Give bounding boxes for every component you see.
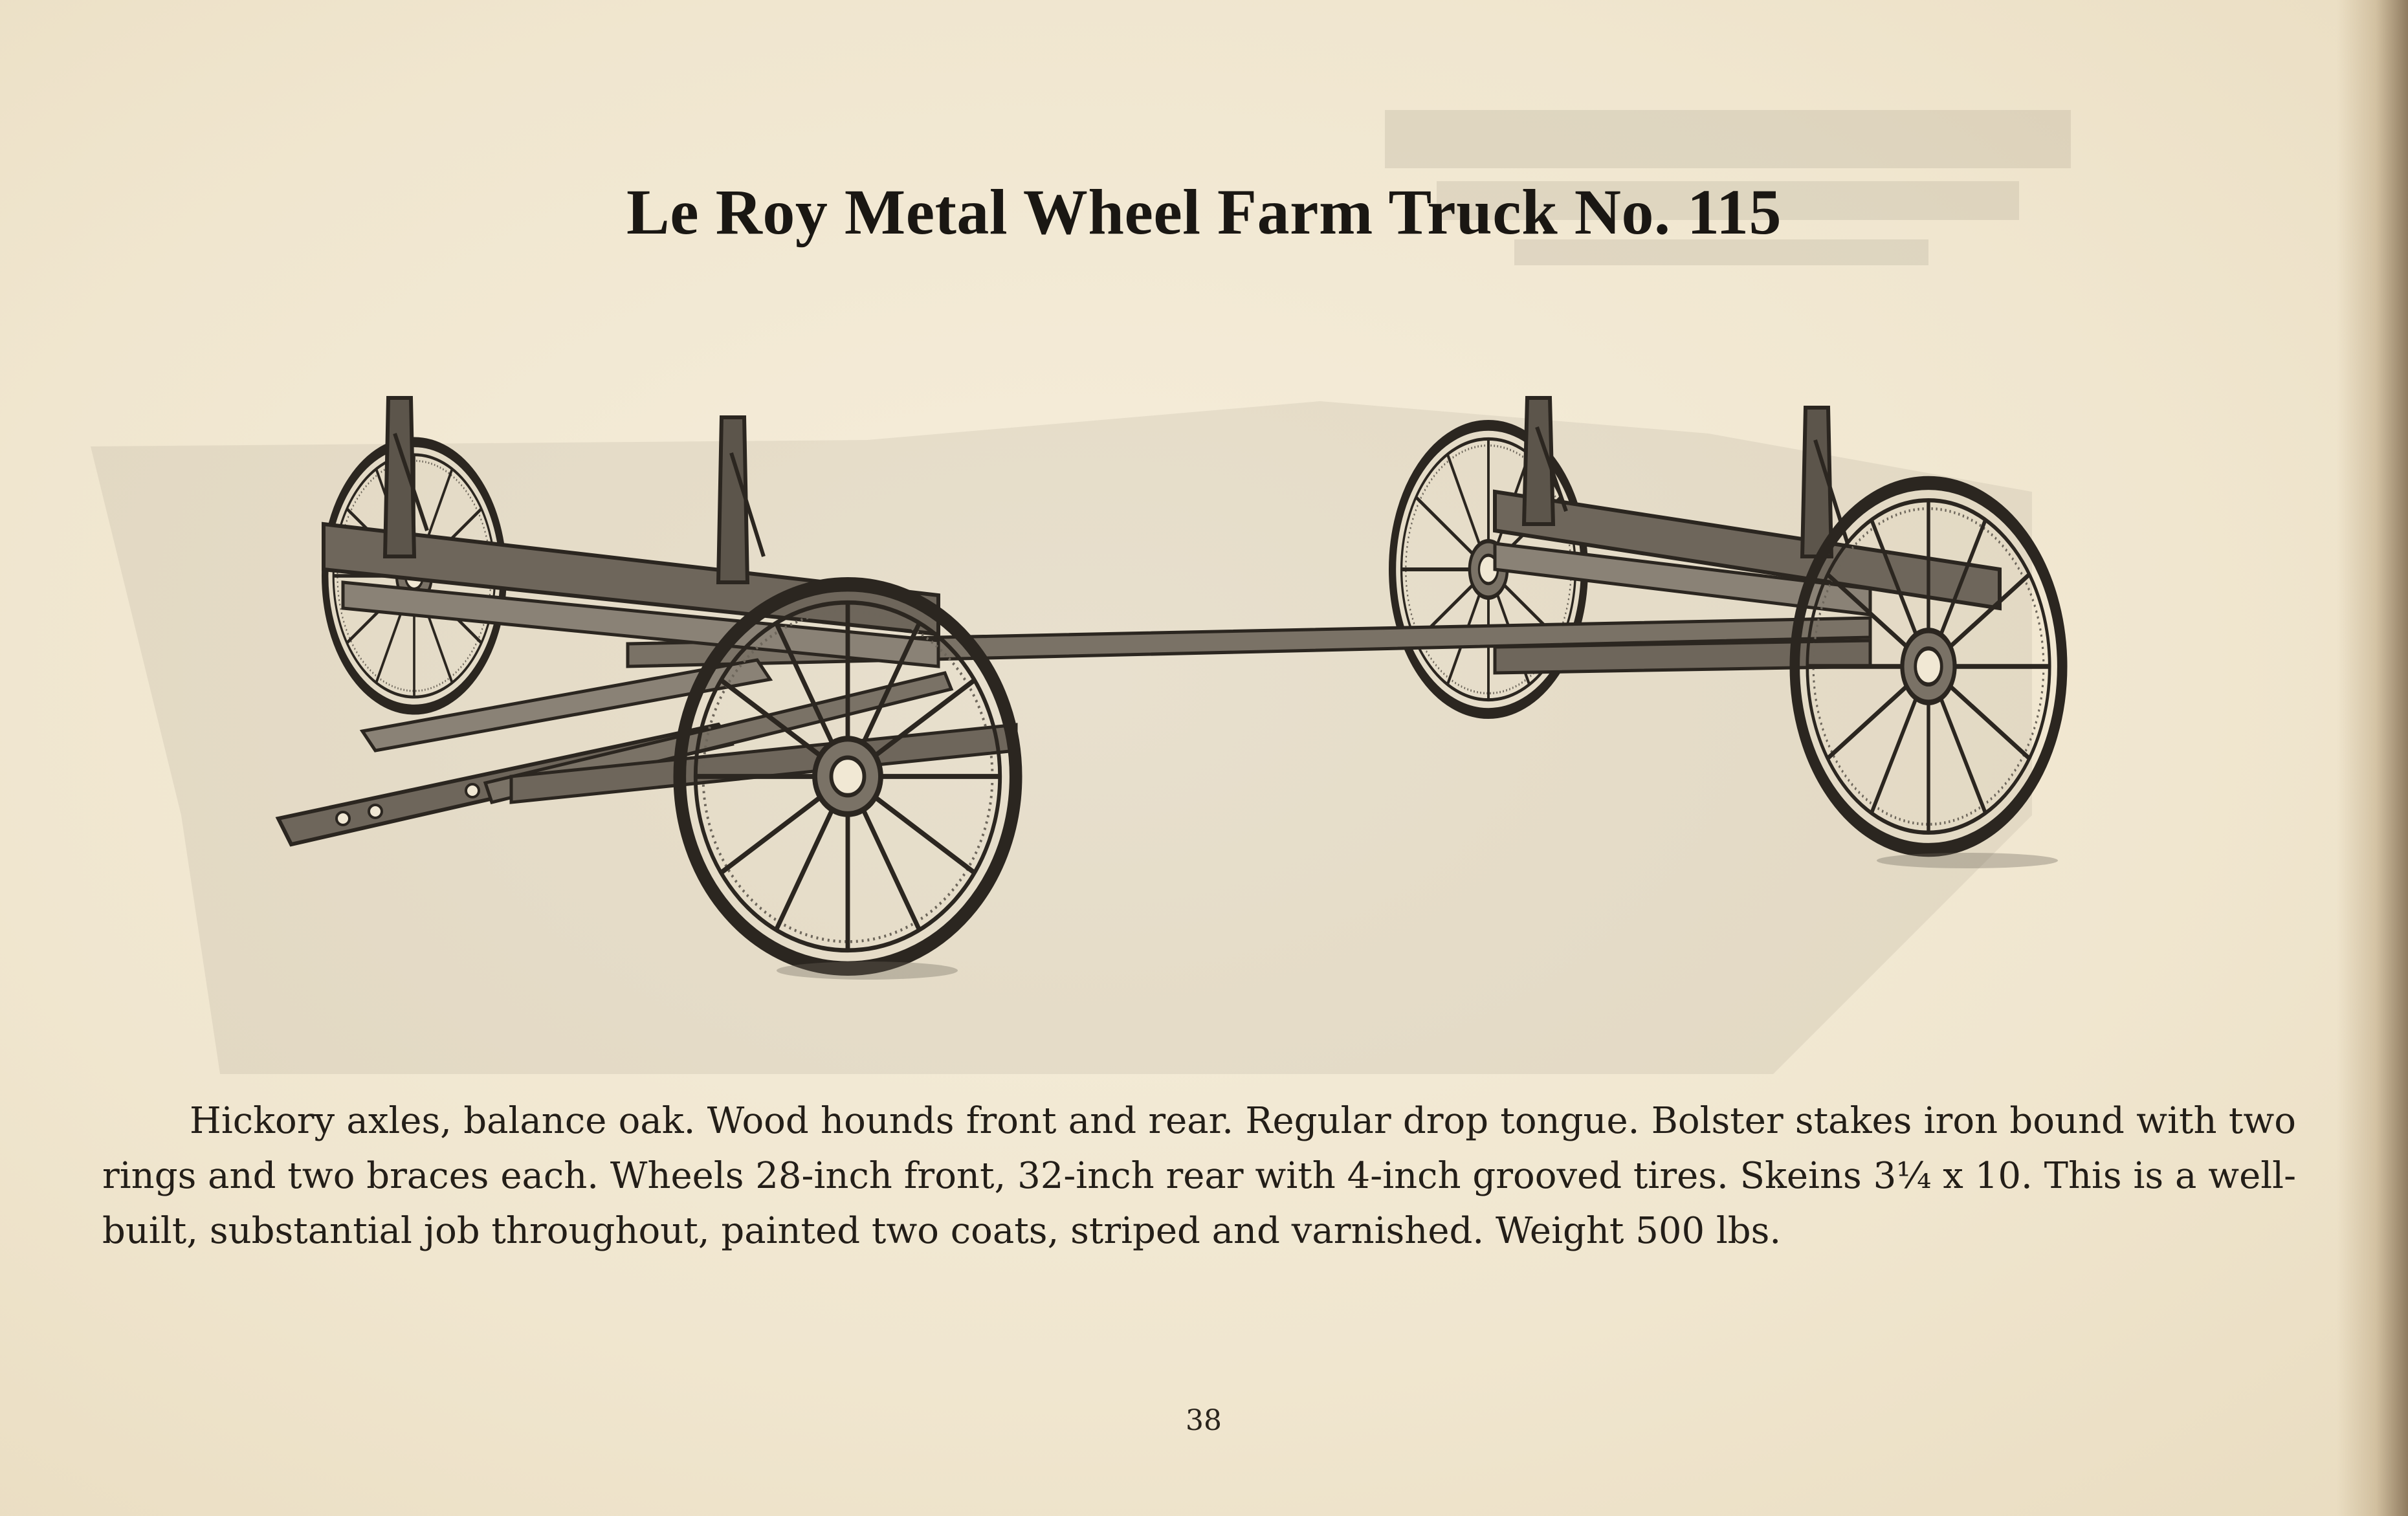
page-number: 38 <box>1186 1404 1222 1437</box>
description-paragraph: Hickory axles, balance oak. Wood hounds front and rear. Regular drop tongue. Bolster stakes iron bound with two rings and two braces each. Wheels 28-inch front, 32-inch rear with 4-inch grooved tires. Skeins 3¼ x 10. This is a well-built, substantial job throughout, painted two coats, striped and varnished. Weight 500 lbs. <box>102 1100 2296 1252</box>
binding-gutter <box>2337 0 2408 1516</box>
page-title: Le Roy Metal Wheel Farm Truck No. 115 <box>626 176 1782 248</box>
farm-truck-illustration <box>265 362 2103 1022</box>
